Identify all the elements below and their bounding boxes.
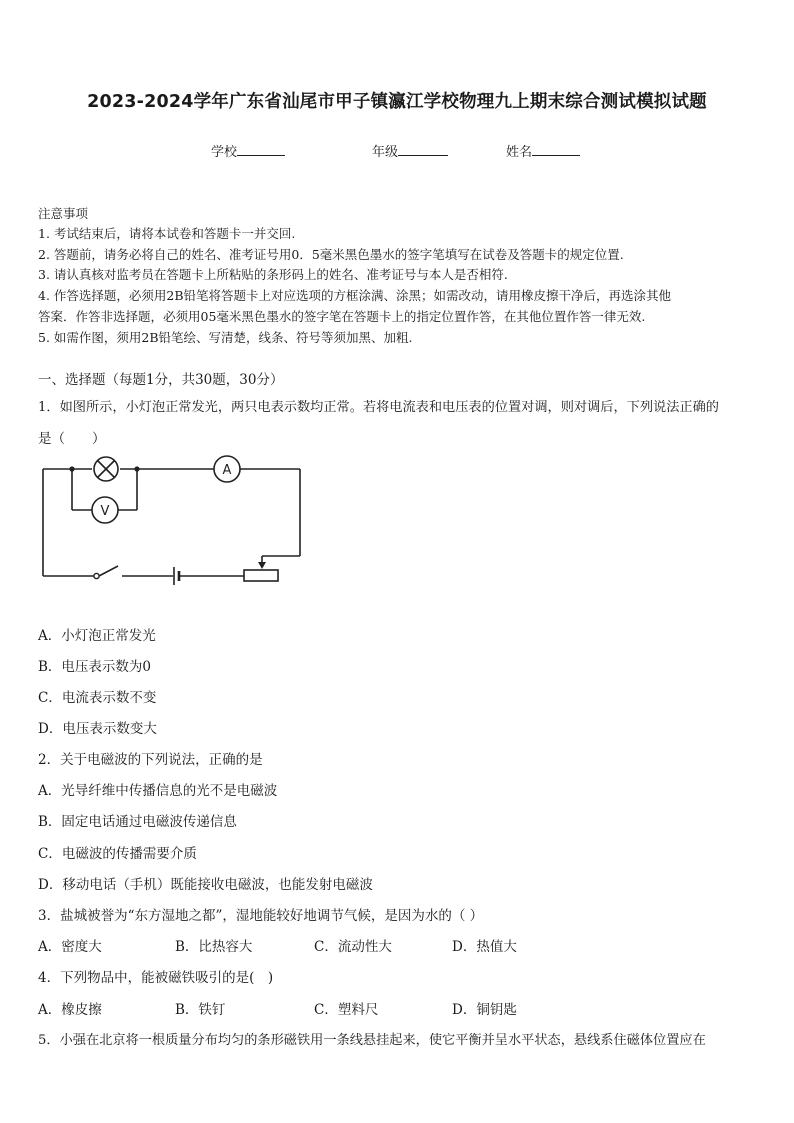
exam-title: 2023-2024学年广东省汕尾市甲子镇瀛江学校物理九上期末综合测试模拟试题 — [87, 92, 707, 112]
notice-line-5: 答案．作答非选择题，必须用05毫米黑色墨水的签字笔在答题卡上的指定位置作答，在其他位置作答一律无效. — [38, 309, 646, 324]
junction-dot-right — [134, 466, 139, 471]
q2-text: 2．关于电磁波的下列说法，正确的是 — [38, 752, 263, 768]
section-heading: 一、选择题（每题1分，共30题，30分） — [38, 372, 284, 388]
q4-option-b[interactable]: B．铁钉 — [175, 1002, 226, 1018]
notice-heading: 注意事项 — [38, 206, 89, 221]
q3-option-b[interactable]: B．比热容大 — [175, 939, 253, 955]
notice-line-6: 5. 如需作图，须用2B铅笔绘、写清楚，线条、符号等须加黑、加粗. — [38, 330, 413, 345]
q3-option-d[interactable]: D．热值大 — [452, 939, 517, 955]
q4-option-d[interactable]: D．铜钥匙 — [452, 1002, 517, 1018]
q3-text: 3．盐城被誉为“东方湿地之都”，湿地能较好地调节气候，是因为水的（ ） — [38, 908, 484, 924]
q3-option-a[interactable]: A．密度大 — [38, 939, 102, 955]
voltmeter-icon — [92, 497, 118, 523]
lamp-icon — [94, 457, 118, 481]
voltmeter-label: V — [100, 504, 110, 519]
junction-dot-left — [69, 466, 74, 471]
rheostat-icon — [244, 562, 278, 581]
q1-option-c[interactable]: C．电流表示数不变 — [38, 690, 157, 706]
q1-text-line2: 是（ ） — [38, 431, 106, 447]
q2-option-c[interactable]: C．电磁波的传播需要介质 — [38, 846, 197, 862]
q1-text-line1: 1．如图所示，小灯泡正常发光，两只电表示数均正常。若将电流表和电压表的位置对调，则对调后，下列说法正确的 — [38, 400, 719, 415]
ammeter-label: A — [222, 463, 232, 478]
q4-option-a[interactable]: A．橡皮擦 — [38, 1002, 102, 1018]
q2-option-a[interactable]: A．光导纤维中传播信息的光不是电磁波 — [38, 783, 278, 799]
q2-option-d[interactable]: D．移动电话（手机）既能接收电磁波，也能发射电磁波 — [38, 877, 373, 893]
notice-line-4: 4. 作答选择题，必须用2B铅笔将答题卡上对应选项的方框涂满、涂黑；如需改动，请用橡皮擦干净后，再选涂其他 — [38, 288, 672, 303]
name-label: 姓名 — [506, 145, 533, 160]
q1-option-d[interactable]: D．电压表示数变大 — [38, 721, 157, 737]
q4-text: 4．下列物品中，能被磁铁吸引的是( ) — [38, 970, 274, 986]
q3-option-c[interactable]: C．流动性大 — [314, 939, 392, 955]
notice-line-3: 3. 请认真核对监考员在答题卡上所粘贴的条形码上的姓名、准考证号与本人是否相符. — [38, 267, 508, 282]
q1-option-b[interactable]: B．电压表示数为0 — [38, 659, 152, 675]
grade-label: 年级 — [372, 145, 399, 160]
school-label: 学校 — [211, 145, 238, 160]
battery-icon — [174, 567, 179, 585]
q5-text: 5．小强在北京将一根质量分布均匀的条形磁铁用一条线悬挂起来，使它平衡并呈水平状态，悬线系住磁体位置应在 — [38, 1033, 706, 1048]
switch-icon — [94, 573, 99, 578]
notice-line-2: 2. 答题前，请务必将自己的姓名、准考证号用0．5毫米黑色墨水的签字笔填写在试卷及答题卡的规定位置. — [38, 247, 624, 262]
q1-option-a[interactable]: A．小灯泡正常发光 — [38, 628, 156, 644]
notice-line-1: 1. 考试结束后，请将本试卷和答题卡一并交回. — [38, 226, 296, 241]
q2-option-b[interactable]: B．固定电话通过电磁波传递信息 — [38, 814, 237, 830]
q4-option-c[interactable]: C．塑料尺 — [314, 1002, 379, 1018]
ammeter-icon — [214, 456, 240, 482]
